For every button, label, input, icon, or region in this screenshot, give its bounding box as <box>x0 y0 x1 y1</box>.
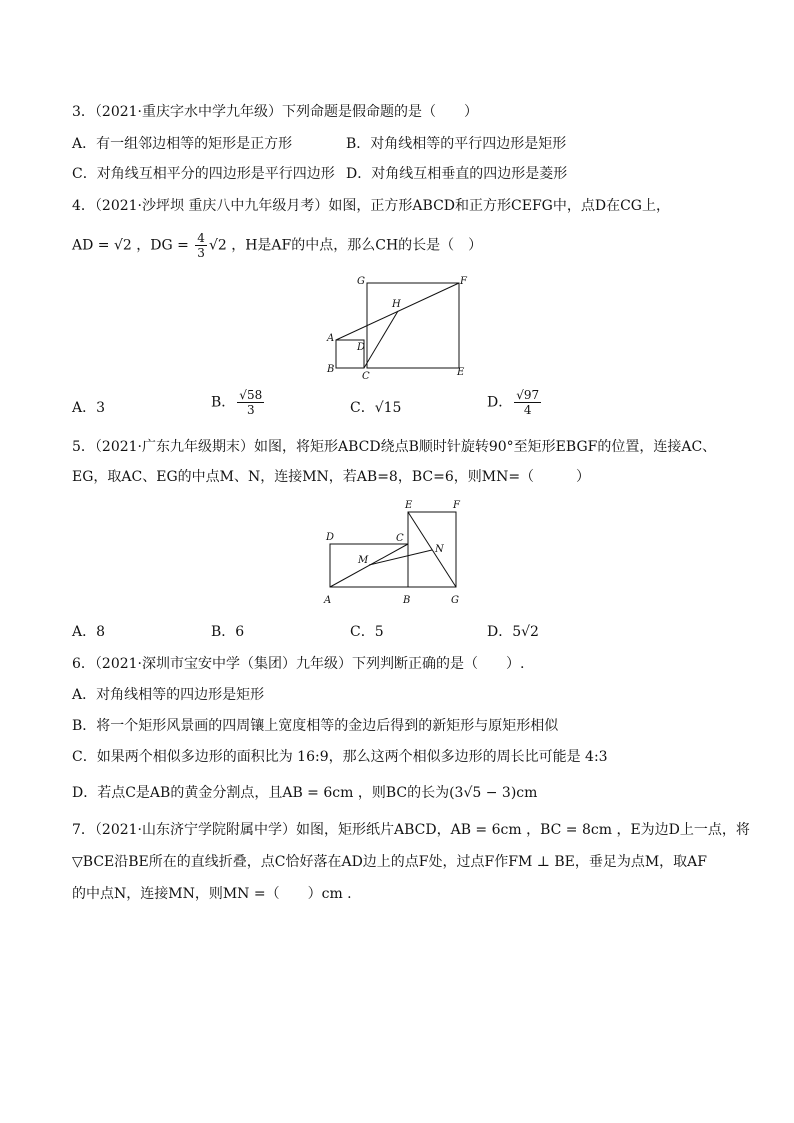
q4-option-b-den: 3 <box>246 403 255 417</box>
q5-option-c: C．5 <box>350 624 384 640</box>
q4-stem-line2 <box>72 231 482 260</box>
label-a: A <box>324 595 332 606</box>
q4-option-a: A．3 <box>72 400 106 416</box>
segment-ac <box>330 544 408 587</box>
label-e: E <box>457 367 465 378</box>
q4-fraction <box>195 231 207 260</box>
label-b: B <box>403 595 411 606</box>
segment-mn <box>369 550 432 565</box>
segment-eg <box>408 512 456 587</box>
q5-stem-line1: 5．（2021·广东九年级期末）如图，将矩形ABCD绕点B顺时针旋转90°至矩形EBGF的位置，连接AC、 <box>72 439 717 455</box>
label-e: E <box>405 500 413 511</box>
q5-option-d: D．5√2 <box>487 624 539 640</box>
label-n: N <box>435 544 444 555</box>
label-g: G <box>451 595 459 606</box>
q5-option-b: B．6 <box>211 624 245 640</box>
q4-frac-num: 4 <box>197 231 205 245</box>
label-b: B <box>327 364 335 375</box>
q4-frac-den: 3 <box>197 246 205 260</box>
q4-option-b-num: √58 <box>239 388 263 402</box>
square-cefg <box>367 283 459 368</box>
q3-option-a: A．有一组邻边相等的矩形是正方形 <box>72 136 293 152</box>
q7-stem-line2: ▽BCE沿BE所在的直线折叠，点C恰好落在AD边上的点F处，过点F作FM ⊥ BE，垂足为点M，取AF <box>72 854 708 870</box>
label-d: D <box>357 342 366 353</box>
label-a: A <box>327 333 335 344</box>
q3-stem: 3．（2021·重庆字水中学九年级）下列命题是假命题的是（ ） <box>72 104 478 120</box>
q4-line2-part2: √2 ，H是AF的中点，那么CH的长是（ ） <box>208 237 483 254</box>
label-g: G <box>357 276 365 287</box>
q5-stem-line2: EG，取AC、EG的中点M、N，连接MN，若AB=8，BC=6，则MN=（ ） <box>72 469 591 485</box>
label-f: F <box>453 500 460 511</box>
q6-option-a: A．对角线相等的四边形是矩形 <box>72 687 265 703</box>
q6-option-d: D．若点C是AB的黄金分割点，且AB = 6cm ，则BC的长为(3√5 − 3)cm <box>72 785 538 801</box>
label-f: F <box>460 276 467 287</box>
q4-stem-line1: 4．（2021·沙坪坝 重庆八中九年级月考）如图，正方形ABCD和正方形CEFG中，点D在CG上， <box>72 198 670 214</box>
q4-option-d-den: 4 <box>523 403 532 417</box>
q4-option-b-label: B． <box>211 394 236 411</box>
q4-figure <box>320 272 470 380</box>
q4-option-b-frac <box>237 388 264 417</box>
q6-option-b: B．将一个矩形风景画的四周镶上宽度相等的金边后得到的新矩形与原矩形相似 <box>72 718 559 734</box>
q4-option-d-num: √97 <box>516 388 540 402</box>
q7-stem-line3: 的中点N，连接MN，则MN =（ ）cm . <box>72 886 352 902</box>
q4-option-b <box>211 388 266 417</box>
label-c: C <box>396 533 404 544</box>
label-c: C <box>362 371 370 380</box>
label-d: D <box>326 532 335 543</box>
q4-option-d-label: D． <box>487 394 513 411</box>
q4-option-d-frac <box>514 388 541 417</box>
q5-figure <box>318 495 468 610</box>
q6-option-c: C．如果两个相似多边形的面积比为 16:9，那么这两个相似多边形的周长比可能是 4:3 <box>72 749 608 765</box>
q4-line2-part1: AD = √2 ，DG = <box>72 237 194 254</box>
q4-option-c: C．√15 <box>350 400 402 416</box>
label-h: H <box>392 299 401 310</box>
q3-option-c: C．对角线互相平分的四边形是平行四边形 <box>72 166 335 182</box>
q4-option-d <box>487 388 543 417</box>
q5-option-a: A．8 <box>72 624 106 640</box>
q3-option-d: D．对角线互相垂直的四边形是菱形 <box>346 166 568 182</box>
q7-stem-line1: 7．（2021·山东济宁学院附属中学）如图，矩形纸片ABCD，AB = 6cm ，BC = 8cm ，E为边D上一点，将 <box>72 822 750 838</box>
q3-option-b: B．对角线相等的平行四边形是矩形 <box>346 136 567 152</box>
label-m: M <box>358 555 369 566</box>
q6-stem: 6．（2021·深圳市宝安中学（集团）九年级）下列判断正确的是（ ）. <box>72 656 525 672</box>
